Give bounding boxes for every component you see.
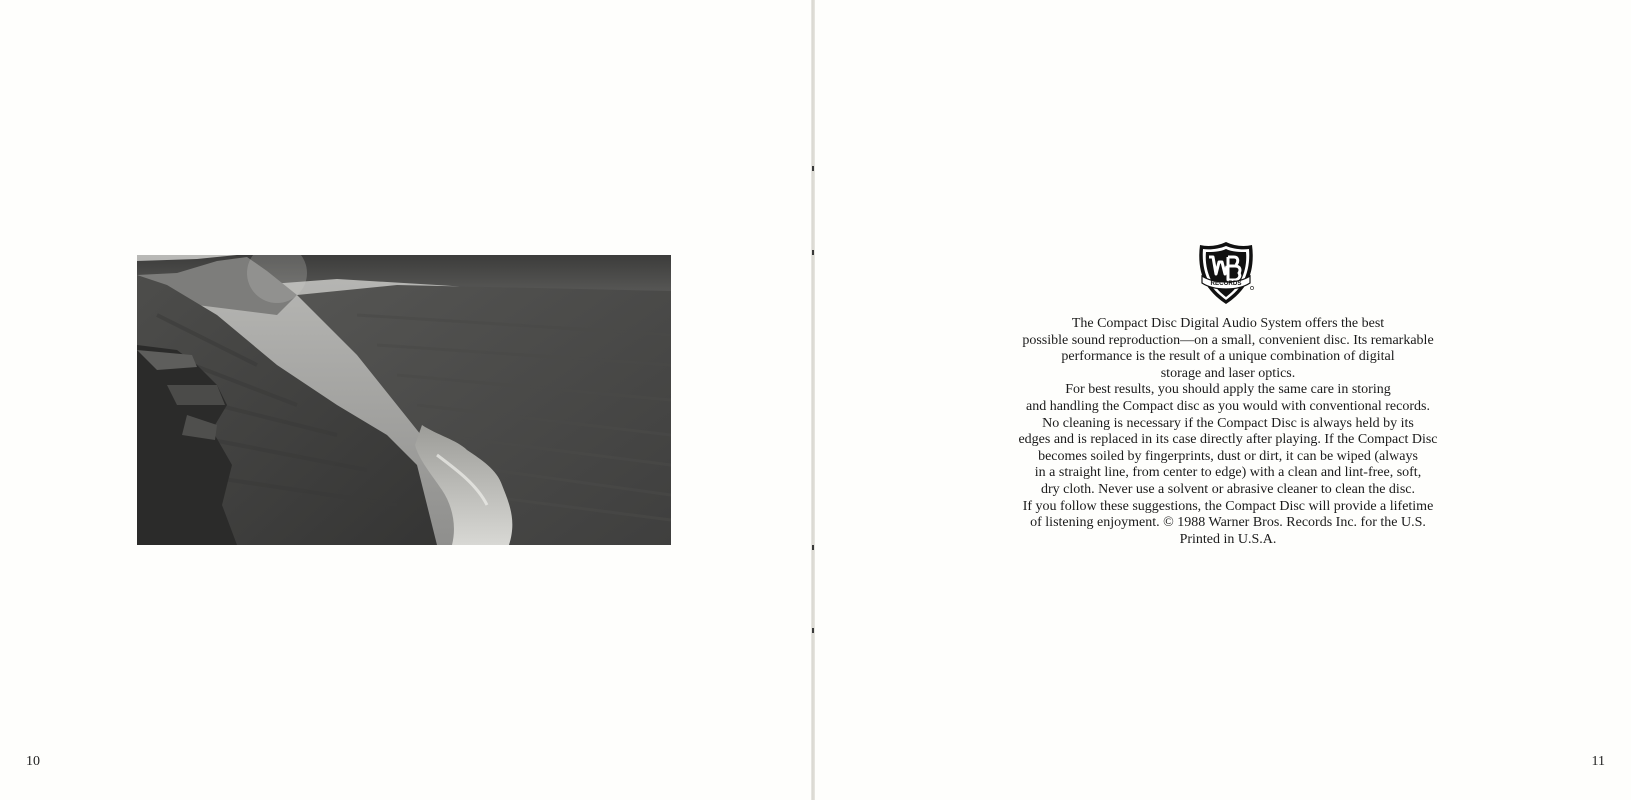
notice-line: of listening enjoyment. © 1988 Warner Bros. Records Inc. for the U.S. <box>1030 515 1426 531</box>
notice-line: dry cloth. Never use a solvent or abrasive cleaner to clean the disc. <box>1041 481 1415 497</box>
notice-line: in a straight line, from center to edge) with a clean and lint-free, soft, <box>1034 465 1422 481</box>
notice-line: becomes soiled by fingerprints, dust or dirt, it can be wiped (always <box>1038 448 1418 464</box>
notice-line: No cleaning is necessary if the Compact Disc is always held by its <box>1042 415 1414 431</box>
notice-line: Printed in U.S.A. <box>1179 531 1277 547</box>
notice-line: The Compact Disc Digital Audio System offers the best <box>1071 316 1385 331</box>
warner-records-logo <box>1194 240 1258 306</box>
notice-line: and handling the Compact disc as you would with conventional records. <box>1026 398 1430 414</box>
left-page <box>0 0 813 800</box>
notice-line: performance is the result of a unique combination of digital <box>1061 349 1395 365</box>
logo-records-text: RECORDS <box>1210 280 1242 287</box>
page-number-left: 10 <box>26 754 40 769</box>
staple-mark <box>812 250 814 255</box>
wb-shield-icon <box>1194 240 1258 306</box>
staple-mark <box>812 166 814 171</box>
notice-line: storage and laser optics. <box>1160 365 1296 381</box>
compact-disc-notice <box>968 316 1488 548</box>
notice-line: edges and is replaced in its case directly after playing. If the Compact Disc <box>1018 432 1438 448</box>
canyon-river-photo <box>137 255 671 545</box>
canyon-photo-graphic <box>137 255 671 545</box>
notice-line: If you follow these suggestions, the Compact Disc will provide a lifetime <box>1022 498 1434 514</box>
notice-line: possible sound reproduction—on a small, convenient disc. Its remarkable <box>1022 332 1434 348</box>
notice-line: For best results, you should apply the same care in storing <box>1065 382 1391 398</box>
page-number-right: 11 <box>1591 754 1605 769</box>
staple-mark <box>812 628 814 633</box>
staple-mark <box>812 545 814 550</box>
